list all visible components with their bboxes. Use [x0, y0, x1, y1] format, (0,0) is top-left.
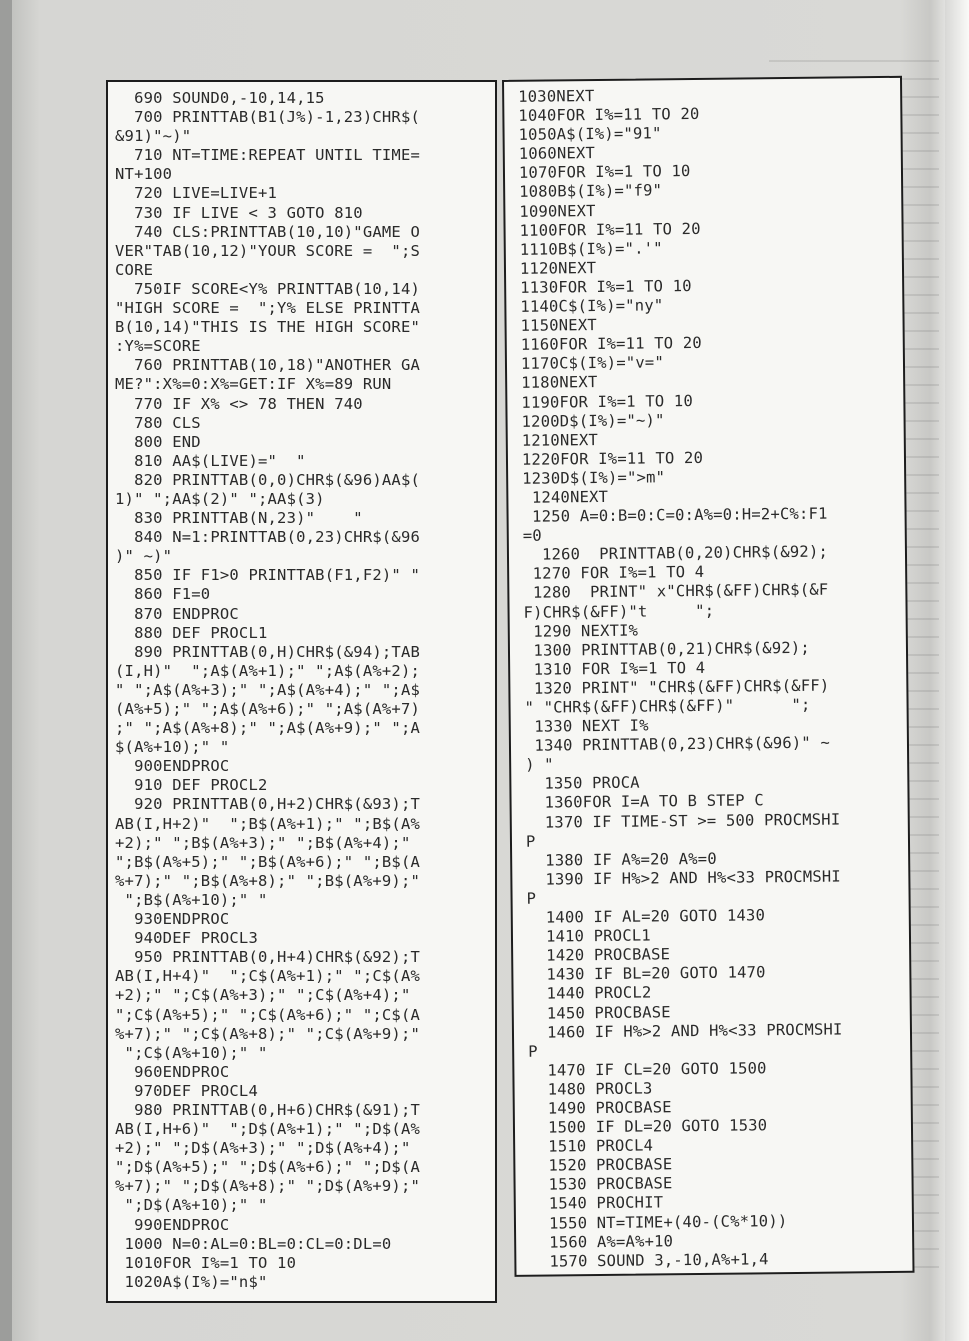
code-line: %+7);" ";C$(A%+8);" ";C$(A%+9);"	[115, 1024, 421, 1043]
code-line: 1360FOR I=A TO B STEP C	[525, 791, 764, 813]
code-line: P	[528, 1042, 538, 1061]
page-gutter	[0, 0, 12, 1341]
code-line: 1470 IF CL=20 GOTO 1500	[528, 1059, 767, 1080]
code-line: 1060NEXT	[518, 144, 596, 164]
code-line: 1250 A=0:B=0:C=0:A%=0:H=2+C%:F1	[522, 504, 828, 526]
code-line: ) "	[525, 755, 554, 775]
code-line: 850 IF F1>0 PRINTTAB(F1,F2)" "	[115, 566, 421, 585]
code-line: 720 LIVE=LIVE+1	[115, 184, 278, 203]
code-line: 730 IF LIVE < 3 GOTO 810	[115, 203, 363, 222]
code-line: ";C$(A%+10);" "	[115, 1043, 268, 1062]
code-line: 1200D$(I%)="~)"	[521, 410, 665, 431]
code-line: ";B$(A%+10);" "	[115, 890, 268, 909]
code-line: 990ENDPROC	[115, 1215, 230, 1234]
code-line: 1530 PROCBASE	[529, 1174, 673, 1195]
code-line: CORE	[115, 260, 154, 279]
code-line: 1)" ";AA$(2)" ";AA$(3)	[115, 489, 325, 508]
code-line: 810 AA$(LIVE)=" "	[115, 451, 306, 470]
code-line: 870 ENDPROC	[115, 604, 239, 623]
code-line: 1230D$(I%)=">m"	[522, 468, 666, 488]
code-line: 1300 PRINTTAB(0,21)CHR$(&92);	[523, 638, 811, 660]
code-line: 1140C$(I%)="ny"	[520, 296, 664, 316]
code-line: 1430 IF BL=20 GOTO 1470	[527, 963, 766, 985]
code-line: )" ~)"	[115, 547, 173, 566]
code-line: 770 IF X% <> 78 THEN 740	[115, 394, 363, 413]
code-line: AB(I,H+2)" ";B$(A%+1);" ";B$(A%	[115, 814, 421, 833]
code-line: 800 END	[115, 432, 201, 451]
code-line: ";D$(A%+10);" "	[115, 1196, 268, 1215]
code-line: 980 PRINTTAB(0,H+6)CHR$(&91);T	[115, 1100, 421, 1119]
code-line: $(A%+10);" "	[115, 738, 230, 757]
code-line: 1570 SOUND 3,-10,A%+1,4	[530, 1249, 769, 1271]
code-line: 1340 PRINTTAB(0,23)CHR$(&96)" ~	[524, 733, 831, 755]
code-line: 1490 PROCBASE	[528, 1098, 672, 1118]
code-line: ";B$(A%+5);" ";B$(A%+6);" ";B$(A	[115, 852, 421, 871]
code-line: 1370 IF TIME-ST >= 500 PROCMSHI	[525, 810, 841, 832]
code-line: " ";A$(A%+3);" ";A$(A%+4);" ";A$	[115, 680, 421, 699]
code-line: 1050A$(I%)="91"	[518, 124, 662, 145]
code-line: 1240NEXT	[522, 487, 609, 507]
code-line: 1260 PRINTTAB(0,20)CHR$(&92);	[522, 542, 829, 565]
code-line: 1460 IF H%>2 AND H%<33 PROCMSHI	[527, 1020, 843, 1042]
code-line: 880 DEF PROCL1	[115, 623, 268, 642]
code-line: 1130FOR I%=1 TO 10	[520, 276, 692, 297]
code-line: 1390 IF H%>2 AND H%<33 PROCMSHI	[526, 867, 842, 889]
listing-column-left	[106, 80, 497, 1303]
code-line: (I,H)" ";A$(A%+1);" ";A$(A%+2);	[115, 661, 421, 680]
code-line: 1380 IF A%=20 A%=0	[526, 849, 717, 870]
code-line: 1180NEXT	[521, 373, 598, 393]
code-line: 690 SOUND0,-10,14,15	[115, 89, 325, 107]
code-line: 710 NT=TIME:REPEAT UNTIL TIME=	[115, 146, 421, 165]
code-line: 970DEF PROCL4	[115, 1081, 258, 1100]
code-listing	[504, 78, 912, 1272]
code-line: 1190FOR I%=1 TO 10	[521, 391, 694, 412]
code-line: 830 PRINTTAB(N,23)" "	[115, 509, 363, 528]
page-edge	[945, 0, 969, 1341]
code-line: ";D$(A%+5);" ";D$(A%+6);" ";D$(A	[115, 1158, 421, 1177]
code-line: AB(I,H+6)" ";D$(A%+1);" ";D$(A%	[115, 1120, 421, 1139]
code-line: &91)"~)"	[115, 127, 192, 146]
code-line: 1350 PROCA	[525, 773, 640, 794]
code-line: 890 PRINTTAB(0,H)CHR$(&94);TAB	[115, 642, 421, 661]
code-line: AB(I,H+4)" ";C$(A%+1);" ";C$(A%	[115, 967, 421, 986]
code-line: 1290 NEXTI%	[523, 621, 639, 641]
code-line: 760 PRINTTAB(10,18)"ANOTHER GA	[115, 356, 421, 375]
code-line: 900ENDPROC	[115, 757, 230, 776]
code-line: :Y%=SCORE	[115, 337, 201, 356]
code-line: 750IF SCORE<Y% PRINTTAB(10,14)	[115, 279, 421, 298]
code-line: 930ENDPROC	[115, 910, 230, 929]
code-line: 1420 PROCBASE	[527, 945, 671, 966]
code-line: 740 CLS:PRINTTAB(10,10)"GAME O	[115, 222, 421, 241]
code-line: +2);" ";B$(A%+3);" ";B$(A%+4);"	[115, 833, 411, 852]
code-line: 1400 IF AL=20 GOTO 1430	[526, 906, 766, 927]
code-line: NT+100	[115, 165, 173, 184]
code-line: 1090NEXT	[519, 201, 596, 221]
code-line: 1510 PROCL4	[529, 1136, 654, 1156]
code-line: B(10,14)"THIS IS THE HIGH SCORE"	[115, 318, 421, 337]
code-line: 1450 PROCBASE	[527, 1002, 671, 1023]
code-line: 1110B$(I%)=".'"	[519, 239, 663, 259]
code-line: %+7);" ";B$(A%+8);" ";B$(A%+9);"	[115, 871, 421, 890]
code-line: 820 PRINTTAB(0,0)CHR$(&96)AA$(	[115, 470, 421, 489]
code-line: 1160FOR I%=11 TO 20	[520, 334, 702, 355]
code-line: 1280 PRINT" x"CHR$(&FF)CHR$(&F	[523, 581, 829, 603]
code-line: =0	[522, 526, 542, 545]
listing-column-right	[502, 76, 915, 1277]
code-line: 1500 IF DL=20 GOTO 1530	[528, 1116, 768, 1137]
code-line: P	[526, 889, 537, 908]
code-line: 1170C$(I%)="v="	[520, 353, 665, 374]
code-line: 1480 PROCL3	[528, 1079, 653, 1099]
code-line: 1030NEXT	[518, 87, 595, 106]
code-line: 910 DEF PROCL2	[115, 776, 268, 795]
code-line: ME?":X%=0:X%=GET:IF X%=89 RUN	[115, 375, 392, 394]
code-line: 950 PRINTTAB(0,H+4)CHR$(&92);T	[115, 948, 421, 967]
code-line: 1080B$(I%)="f9"	[519, 181, 663, 202]
code-line: 1120NEXT	[519, 258, 597, 278]
code-line: +2);" ";D$(A%+3);" ";D$(A%+4);"	[115, 1139, 411, 1158]
code-line: VER"TAB(10,12)"YOUR SCORE = ";S	[115, 241, 421, 260]
code-line: 1000 N=0:AL=0:BL=0:CL=0:DL=0	[115, 1234, 392, 1253]
code-listing	[108, 82, 495, 1292]
code-line: " "CHR$(&FF)CHR$(&FF)" ";	[524, 695, 811, 717]
code-line: 920 PRINTTAB(0,H+2)CHR$(&93);T	[115, 795, 421, 814]
code-line: 1070FOR I%=1 TO 10	[518, 162, 691, 183]
code-line: 1520 PROCBASE	[529, 1155, 673, 1176]
code-line: 1040FOR I%=11 TO 20	[518, 105, 700, 125]
code-line: 1010FOR I%=1 TO 10	[115, 1253, 297, 1272]
code-line: 1150NEXT	[520, 316, 597, 335]
code-line: (A%+5);" ";A$(A%+6);" ";A$(A%+7)	[115, 700, 421, 718]
code-line: 840 N=1:PRINTTAB(0,23)CHR$(&96	[115, 528, 421, 547]
code-line: 1540 PROCHIT	[529, 1193, 664, 1214]
code-line: 780 CLS	[115, 413, 201, 432]
code-line: ";C$(A%+5);" ";C$(A%+6);" ";C$(A	[115, 1005, 421, 1024]
code-line: 1560 A%=A%+10	[530, 1231, 674, 1252]
code-line: 1020A$(I%)="n$"	[115, 1272, 268, 1291]
code-line: 940DEF PROCL3	[115, 929, 258, 948]
code-line: +2);" ";C$(A%+3);" ";C$(A%+4);"	[115, 986, 411, 1005]
code-line: 1210NEXT	[521, 430, 599, 450]
code-line: 1220FOR I%=11 TO 20	[521, 448, 704, 469]
code-line: 1270 FOR I%=1 TO 4	[523, 563, 705, 584]
code-line: ;" ";A$(A%+8);" ";A$(A%+9);" ";A	[115, 719, 421, 738]
code-line: 700 PRINTTAB(B1(J%)-1,23)CHR$(	[115, 108, 421, 127]
code-line: 1330 NEXT I%	[524, 716, 649, 736]
code-line: 1410 PROCL1	[526, 926, 651, 946]
code-line: 1320 PRINT" "CHR$(&FF)CHR$(&FF)	[524, 676, 830, 698]
code-line: "HIGH SCORE = ";Y% ELSE PRINTTA	[115, 299, 421, 318]
code-line: 1100FOR I%=11 TO 20	[519, 219, 701, 240]
code-line: %+7);" ";D$(A%+8);" ";D$(A%+9);"	[115, 1177, 421, 1196]
code-line: 1440 PROCL2	[527, 983, 652, 1004]
code-line: 1550 NT=TIME+(40-(C%*10))	[529, 1211, 788, 1233]
code-line: 860 F1=0	[115, 585, 211, 604]
code-line: 1310 FOR I%=1 TO 4	[524, 658, 706, 679]
code-line: F)CHR$(&FF)"t ";	[523, 601, 715, 622]
code-line: 960ENDPROC	[115, 1062, 230, 1081]
code-line: P	[525, 832, 536, 851]
